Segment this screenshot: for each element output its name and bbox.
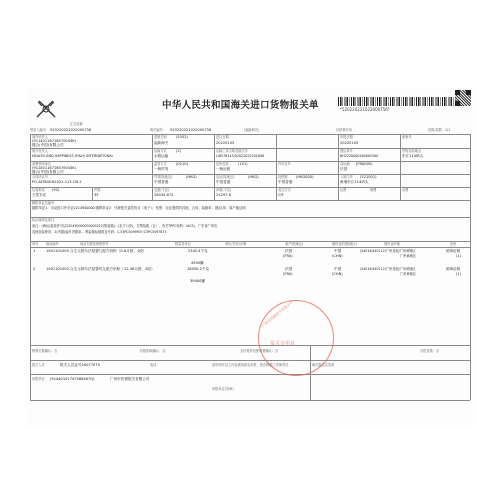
goods-levy-code: (1) [456,254,462,258]
pack-code: (92) [52,188,60,192]
phone-label: 电话 [150,363,157,367]
transport-mode-label: 运输方式 [154,149,167,153]
declarant-id: 报关人员证号20077079 [60,363,100,367]
origin-country-code: (HKG) [248,175,259,179]
price-impact: 价格影响确认：否 [140,349,166,353]
consignee-code: (91140116716570043K) [32,139,77,143]
grid-line [152,134,153,200]
storage: 东江114码头 [402,154,424,158]
grid-line [214,134,215,200]
goods-domestic2: 广州黄埔区 [400,272,416,276]
prerecord-label: 预录入编号： [30,128,50,132]
supervision: 一般贸易 [154,167,169,171]
goods-header-domestic: 境内目的地 [384,242,400,246]
copy-type: 仅供核对用 [336,128,352,132]
import-date: 20220105 [216,141,235,145]
pack-label: 包装种类 [32,188,45,192]
net-label: 净重(千克) [216,188,232,192]
grid-line [30,134,31,400]
deal-value: CIF [278,193,284,197]
grid-line [30,247,470,248]
consumer-label: 消费使用单位 [32,162,52,166]
grid-line [30,400,470,401]
goods-name: 合生元阿尔法星婴儿配方奶粉（0-6月龄，1段） [70,249,147,253]
customs-no: 520220221022000756 [170,127,212,132]
grid-line [30,217,470,218]
goods-qty1: 2342.4千克 [188,249,208,253]
goods-qty2: 39400罐 [190,279,206,283]
qty-value: 35 [94,193,99,197]
customs-no-label: 海关编号： [150,128,166,132]
entry-port-label: 进境关别 [154,135,167,139]
consignee-label: 境内收货人 [32,135,48,139]
levy-type: 一般征税 [216,167,231,171]
goods-header-code: 商品编号 [46,242,59,246]
goods-domestic: (44019/440112)广州其他/广州黄埔区 [360,267,416,271]
origin-country: 中国香港 [216,180,231,184]
grid-line [338,134,339,200]
goods-dest-code: (CHN) [332,272,343,276]
storage-label: 货物存放地点 [402,149,422,153]
misc-label: 杂费 [402,188,409,192]
page-info: 页码/页数：1/1 [428,128,451,132]
net-value: 21297.6 [216,193,231,197]
goods-no: 1 [33,249,36,253]
consumer-code: (91140116716570043K) [32,166,77,170]
grid-line [276,134,277,200]
bill-no-label: 提运单号 [340,149,353,153]
trade-country-code: (HKG) [186,175,197,179]
goods-domestic: (44019/440112)广州其他/广州黄埔区 [360,249,416,253]
transport-mode-code: (2) [176,149,182,153]
entry-place-label: 入境口岸 [340,175,353,179]
goods-dest: 中国 [334,249,342,253]
contract-no: PO-AFSNIGH2021-113-CN-2 [32,180,82,184]
goods-header-dest: 最终目的国(地区) [332,242,357,246]
transit-port: 中国香港 [278,180,293,184]
origin-port: 法国 [340,167,348,171]
consignor-name: HEALTH AND HAPPINESS (H&H) INTERNATIONAL [32,154,114,158]
declarant-unit-code: (91440101747588467Q) [50,377,95,381]
goods-levy: 照章征税 [446,267,461,271]
grid-line [30,200,470,201]
unit-label: 申报单位 [32,377,45,381]
qr-code [455,90,471,106]
consignor-label: 境外发货人 [32,149,48,153]
declare-date: 20220105 [340,141,359,145]
goods-header-price: 单价/总价/币制 [225,242,247,246]
goods-levy: 照章征税 [446,249,461,253]
unit-seal-label: 申报单位(签章) [212,387,234,391]
customs-emblem-icon [34,98,58,123]
goods-origin-code: (FRA) [283,254,293,258]
seal-inner-text: 报关专用章 [270,341,296,347]
royalty-confirm: 支付特许权使用费确认：否 [240,349,279,353]
origin-country-label: 启运国(地区) [216,175,235,179]
goods-header-levy: 征免 [450,242,457,246]
levy-label: 征免性质 [216,162,229,166]
origin-port-code: (FRA000) [356,162,373,166]
transport-mode: 水路运输 [154,154,169,158]
goods-dest: 中国 [334,267,342,271]
docs-text: 随附单证1：自动进口许可证2214940000 随附单证2：代理报关委托协议（电子）；发票；企业提供的其他；合同；装箱单；提/运单；原产地证明 [32,206,246,210]
agency-label: 汇总征税 [70,122,83,126]
marks-line1: 备注：(海运)检疫许可证2204Y0000000000212(集装箱)：(东方口岸)，在集装箱（仓），有关TPPC权利：(ACS)，广东省广州市， [32,224,221,228]
marks-label: 标记唛码及备注 [32,218,55,222]
declarant-label: 报关人员 [32,363,45,367]
consumer-name: 健合(中国)有限公司 [32,170,64,174]
license-label: 许可证号 [278,162,291,166]
grid-line [30,161,470,162]
trade-country: 中国香港 [154,180,169,184]
gross-value: 28034.672 [154,193,174,197]
pack-type: 天然木托 [32,193,47,197]
import-date-label: 进口日期 [216,135,229,139]
goods-header-name: 商品名称及规格型号 [80,242,109,246]
transit-port-code: (HKG000) [296,175,314,179]
goods-code: 1901101000 [46,267,69,271]
goods-code: 1901101000 [46,249,69,253]
marks-line2: 其他包装种类：2(内置)编号见箱单... 集装箱标箱数及号码：C.53PC5099937;C3PC5097837; [32,230,168,234]
levy-code: (101) [238,162,248,166]
special-relation: 特殊关系确认：否 [32,349,58,353]
goods-dest-code: (CHN) [332,254,343,258]
goods-qty1: 18050.2千克 [187,267,210,271]
goods-header-no: 项号 [32,242,39,246]
goods-domestic2: 广州黄埔区 [400,254,416,258]
freight-label: 运费 [340,188,347,192]
form-title: 中华人民共和国海关进口货物报关单 [162,100,319,111]
declaration-statement: 兹申明对以上内容承担如实申报、依法纳税之法律责任 [212,363,289,367]
supervision-label: 监管方式 [154,162,167,166]
grid-line [400,134,401,200]
record-no-label: 备案号 [402,135,412,139]
entry-place-code: (521001) [360,175,377,179]
goods-origin: 法国 [285,267,293,271]
barcode [338,97,466,106]
docs-label: 随附单证及编号 [32,201,55,205]
gross-label: 毛重(千克) [154,188,170,192]
goods-header-origin: 原产国(地区) [285,242,304,246]
transport-name-label: 运输工具名称及航次号 [216,149,248,153]
goods-name: 合生元阿尔法星婴幼儿配方奶粉（12-36月龄，3段） [70,267,155,271]
bill-no: BH2220000180001500 [340,154,379,158]
origin-port-label: 启运港 [340,162,350,166]
qty-label: 件数 [94,188,101,192]
contract-label: 合同协议号 [32,175,48,179]
seal-outer-text: 广州市快捷报关有限公司 [261,299,294,329]
deal-label: 成交方式 [278,188,291,192]
transit-port-label: 经停港 [278,175,288,179]
goods-header-qty: 数量及单位 [175,242,191,246]
customs-note-label: 海关批注及签章 [312,363,335,367]
supervision-code: (0110) [176,162,188,166]
entry-place: 黄埔东江114码头 [340,180,369,184]
grid-line [92,187,93,200]
declare-port: (福新海关) [244,128,260,132]
self-report: 自报自缴：否 [420,349,440,353]
goods-levy-code: (1) [456,272,462,276]
entry-port-code: (5202) [176,135,188,139]
grid-line [470,134,471,400]
barcode-text: *520220221022000756* [340,107,390,112]
grid-line [30,360,470,361]
premium-label: 保费 [370,188,377,192]
entry-port: 福新海关 [154,141,169,145]
declare-date-label: 申报日期 [340,135,353,139]
grid-line [30,374,470,375]
grid-line [30,345,470,346]
goods-origin: 法国 [285,249,293,253]
trade-country-label: 贸易国(地区) [154,175,173,179]
transport-name: L/6576143/52022022201848 [216,154,265,158]
goods-origin-code: (FRA) [283,272,293,276]
goods-qty2: 4900罐 [191,261,204,265]
declarant-unit: 广州市快捷报关有限公司 [110,377,150,381]
goods-no: 2 [33,267,36,271]
prerecord-no: 520220221022000756 [50,127,92,132]
consignee-name: 健合(中国)有限公司 [32,143,64,147]
